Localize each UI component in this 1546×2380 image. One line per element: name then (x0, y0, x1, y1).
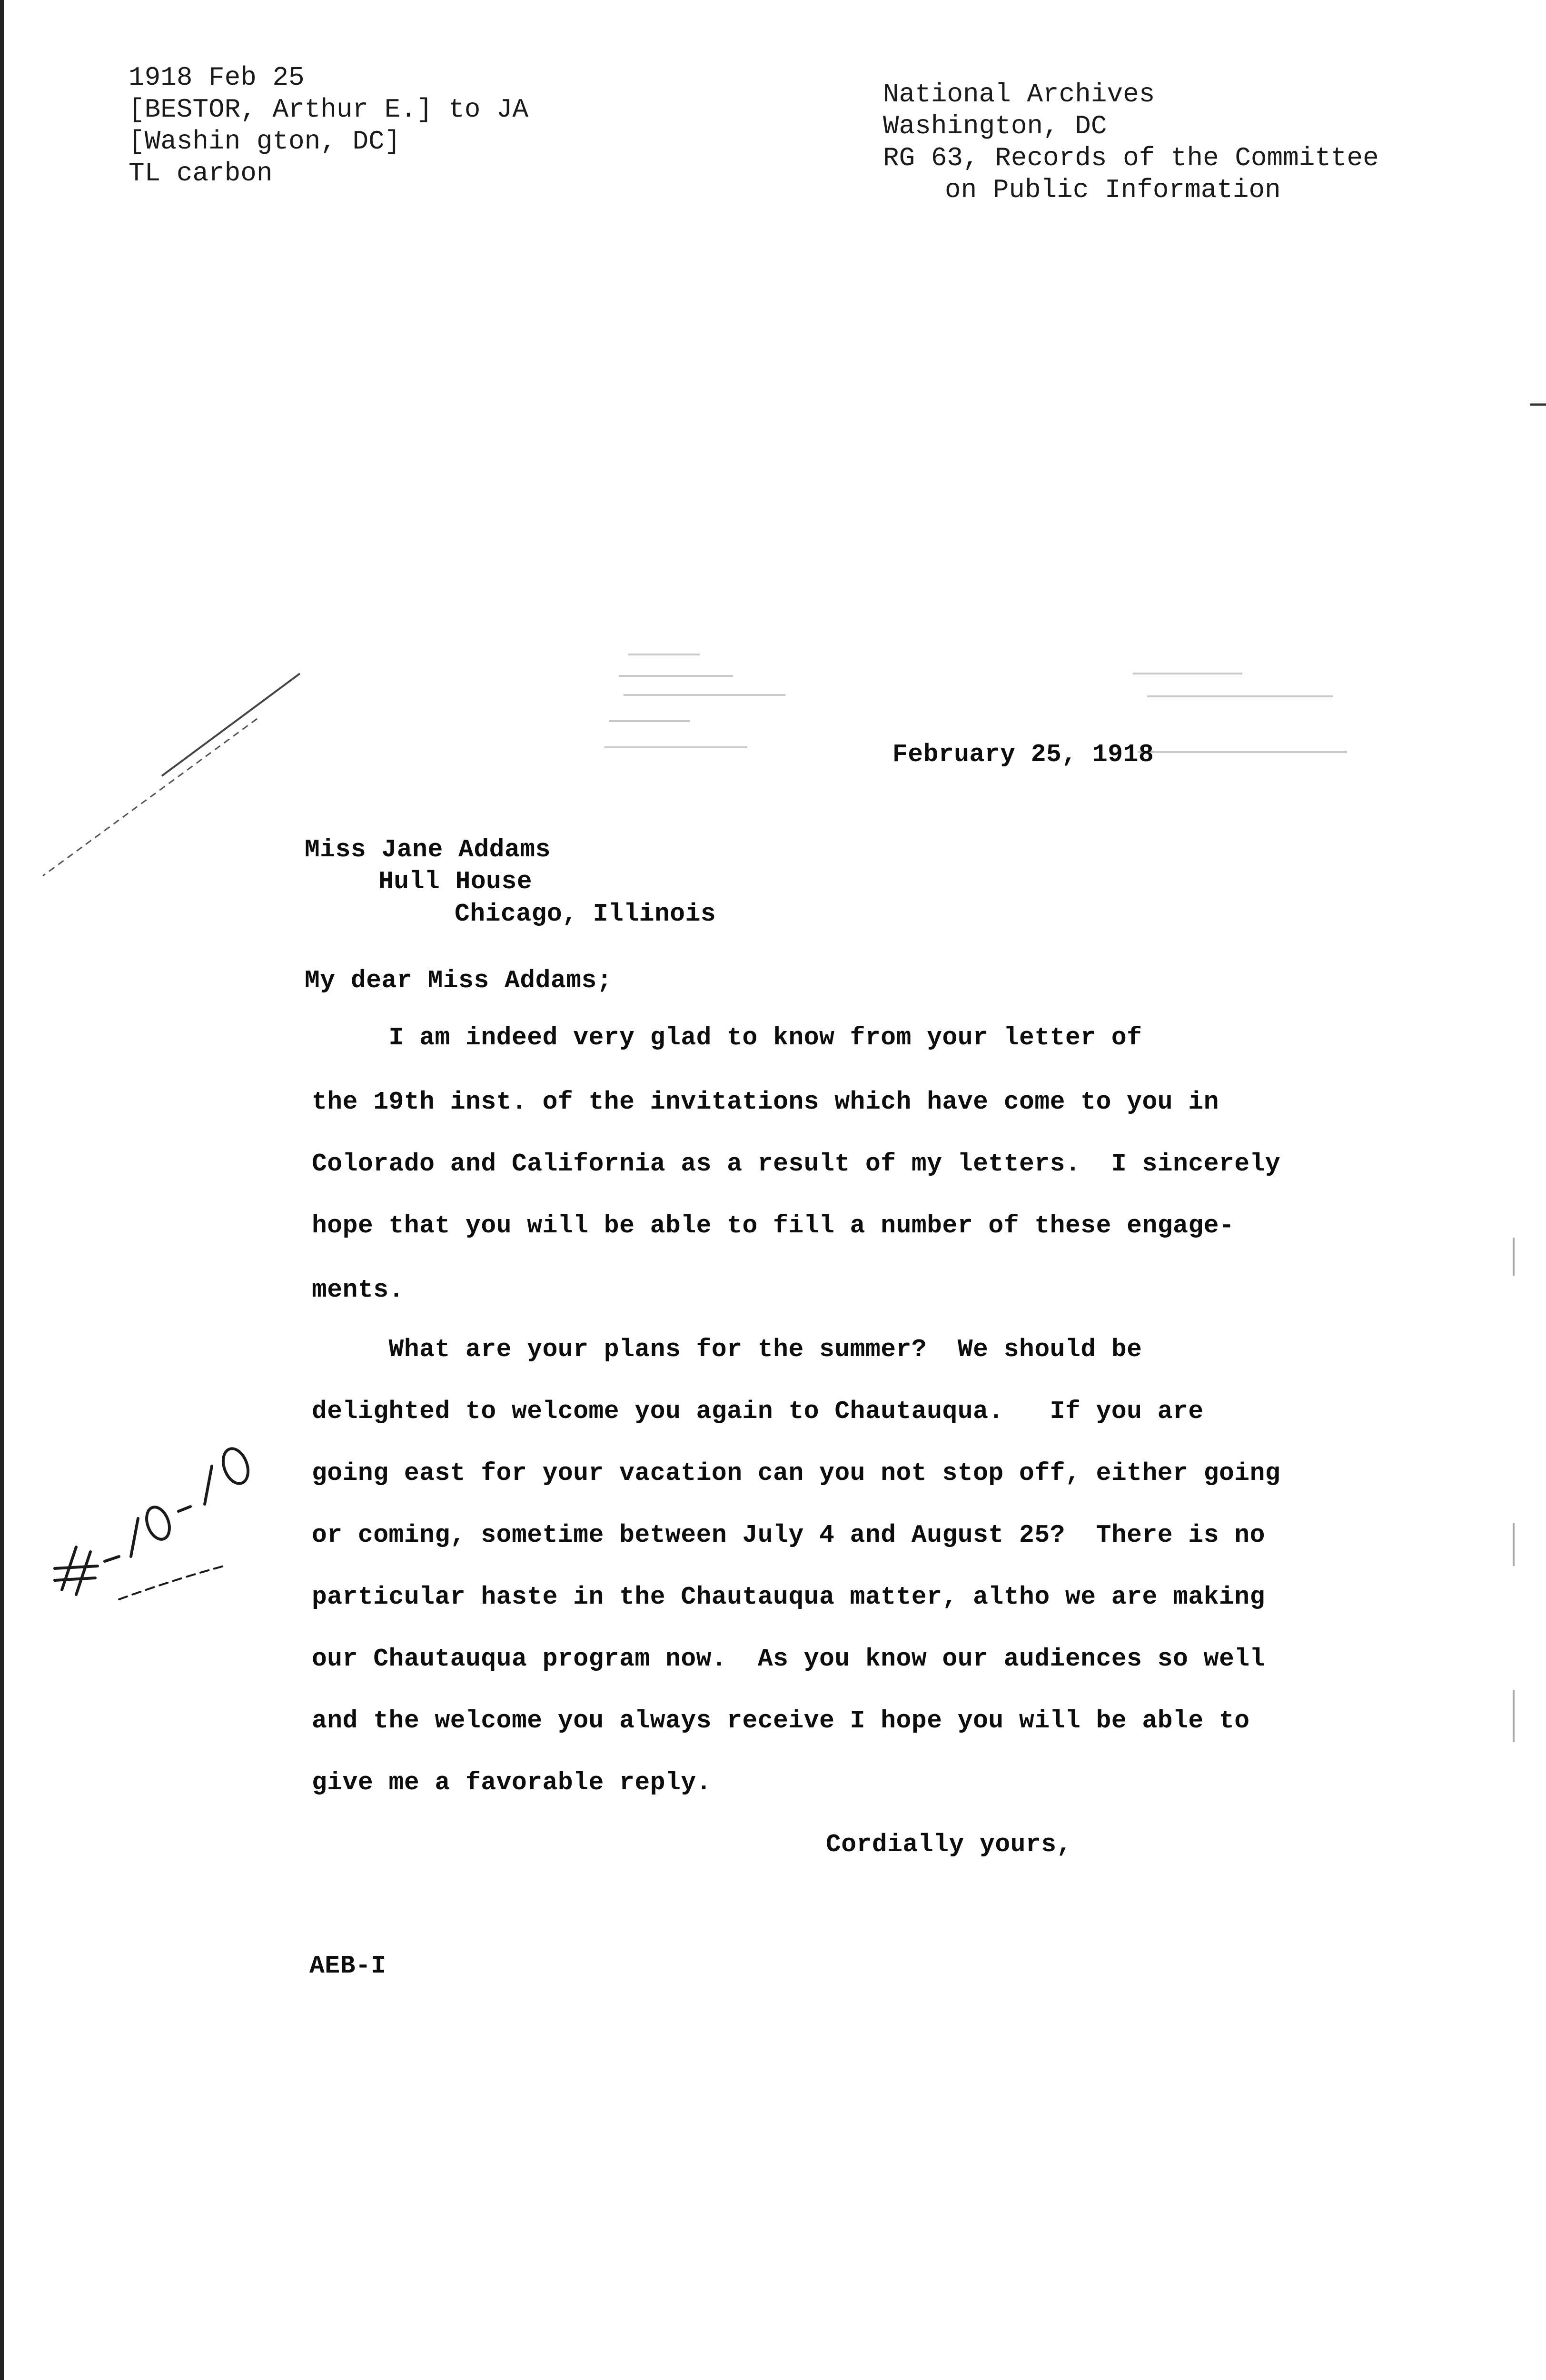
archive-source (883, 79, 1379, 206)
source-repository: National Archives (883, 79, 1155, 109)
body-line: I am indeed very glad to know from your letter of (312, 1023, 1142, 1052)
body-line: particular haste in the Chautauqua matter, altho we are making (312, 1583, 1265, 1611)
source-location: Washington, DC (883, 111, 1107, 141)
reference-initials: AEB-I (309, 1952, 386, 1980)
recipient-name: Miss Jane Addams (305, 835, 551, 864)
letter-date: February 25, 1918 (892, 740, 1154, 769)
recipient-street: Hull House (378, 867, 533, 896)
margin-pencil-marks (0, 662, 333, 876)
citation-correspondents: [BESTOR, Arthur E.] to JA (129, 94, 529, 125)
citation-date: 1918 Feb 25 (129, 62, 305, 93)
archive-citation (129, 62, 528, 189)
body-line: and the welcome you always receive I hope you will be able to (312, 1706, 1250, 1735)
body-line: our Chautauqua program now. As you know our audiences so well (312, 1645, 1265, 1673)
body-line: Colorado and California as a result of my letters. I sincerely (312, 1150, 1281, 1178)
recipient-city: Chicago, Illinois (455, 900, 716, 928)
handwritten-number (48, 1433, 267, 1642)
body-line: going east for your vacation can you not stop off, either going (312, 1459, 1281, 1488)
body-line: ments. (312, 1276, 404, 1304)
citation-document-type: TL carbon (129, 158, 273, 188)
body-line: the 19th inst. of the invitations which have come to you in (312, 1088, 1219, 1116)
source-record-group: RG 63, Records of the Committee (883, 143, 1379, 173)
body-line: delighted to welcome you again to Chautauqua. If you are (312, 1397, 1204, 1426)
salutation: My dear Miss Addams; (305, 966, 613, 995)
body-line: hope that you will be able to fill a number of these engage- (312, 1211, 1235, 1240)
body-line: What are your plans for the summer? We should be (312, 1335, 1142, 1364)
citation-place: [Washin gton, DC] (129, 126, 401, 157)
body-line: give me a favorable reply. (312, 1768, 712, 1797)
bleed-through-letterhead (186, 650, 1471, 793)
closing: Cordially yours, (826, 1830, 1072, 1859)
source-record-group-cont: on Public Information (945, 175, 1281, 205)
body-line: or coming, sometime between July 4 and August 25? There is no (312, 1521, 1265, 1549)
